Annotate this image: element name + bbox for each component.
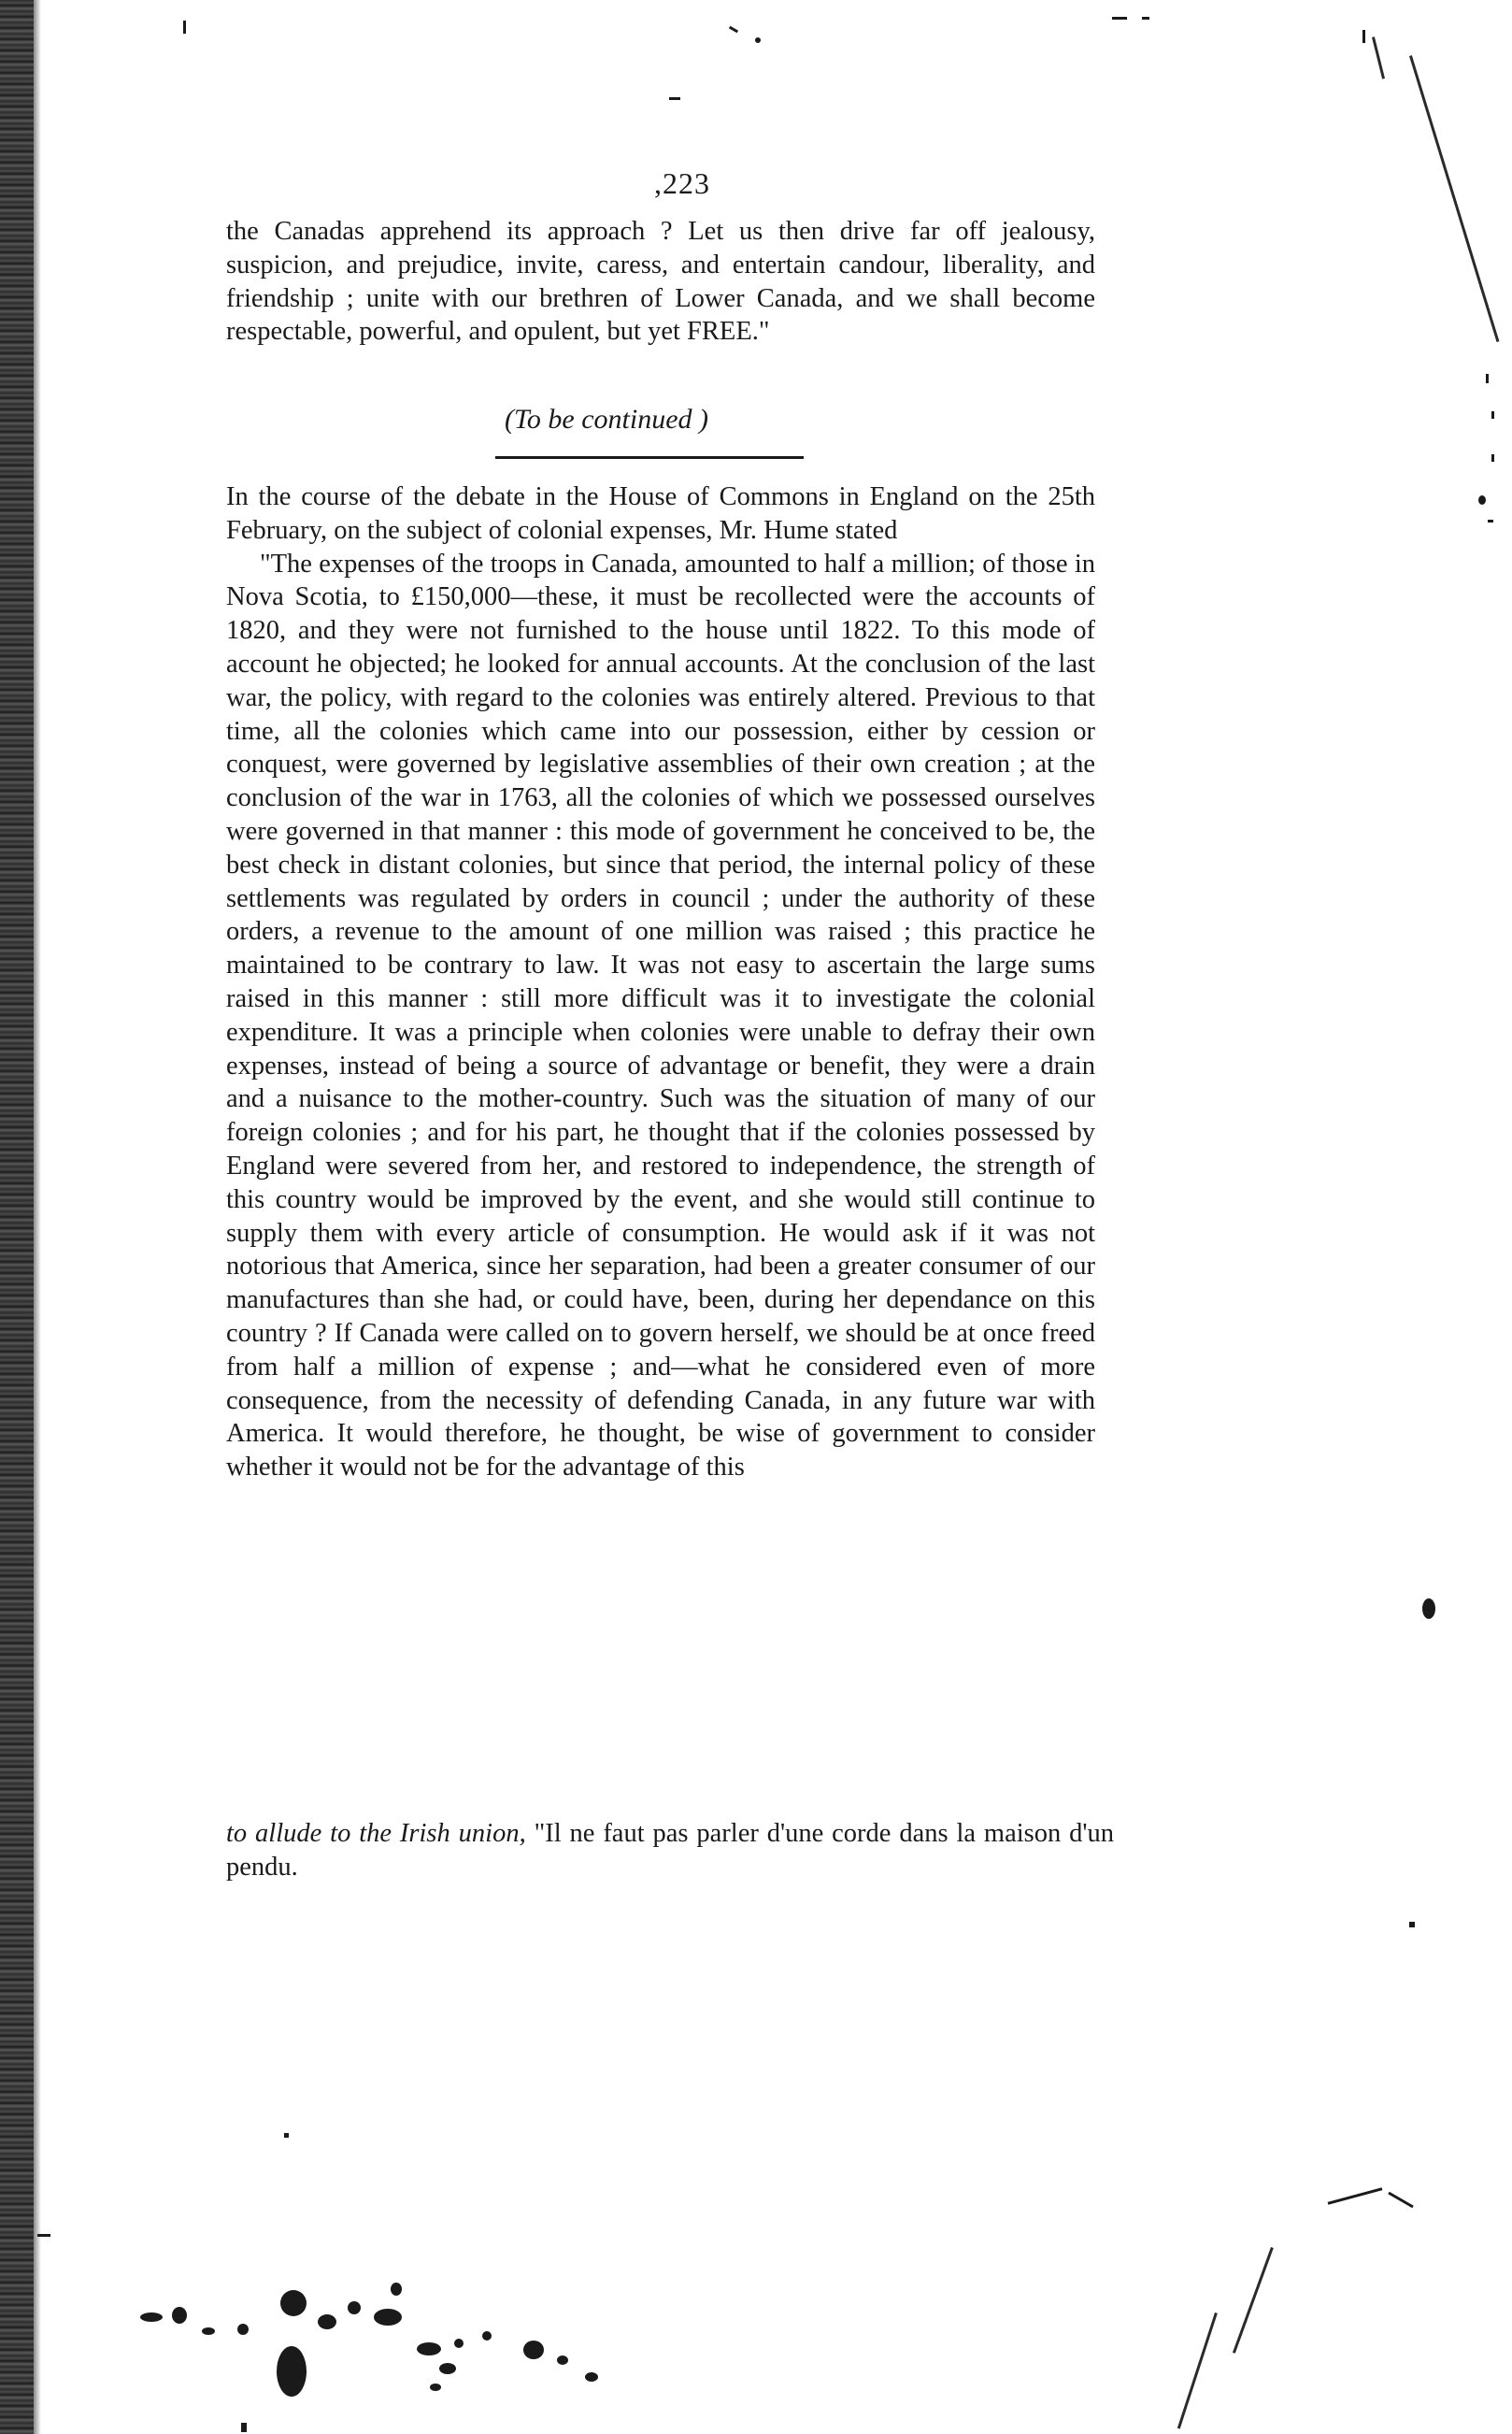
scan-speck xyxy=(1491,454,1494,462)
ink-smudge xyxy=(318,2314,336,2329)
footnote xyxy=(226,1817,1114,1884)
ink-smudge xyxy=(557,2355,568,2365)
scan-speck xyxy=(183,21,186,34)
scan-speck xyxy=(1488,520,1493,523)
ink-smudge xyxy=(348,2301,361,2314)
scan-speck xyxy=(729,26,738,34)
ink-smudge xyxy=(237,2324,249,2335)
quote-ending-text: the Canadas apprehend its approach ? Let us then drive far off jealousy, suspicion, and prejudice, invite, caress, and entertain candour, liberality, and friendship ; unite with our brethren of Lower Canada, and we shall become respectable, powerful, and opulent, but yet FREE." xyxy=(226,217,1095,347)
footnote-text: "Il ne faut pas parler d'une corde dans la maison d'un pendu. xyxy=(226,1819,1114,1882)
scan-speck xyxy=(1112,17,1127,20)
ink-smudge xyxy=(523,2341,544,2359)
scan-speck xyxy=(1409,1922,1415,1927)
scan-speck xyxy=(1388,2192,1413,2209)
footnote-italic-text: to allude to the Irish union, xyxy=(226,1819,526,1848)
ink-smudge xyxy=(430,2384,441,2391)
scan-margin-stroke xyxy=(1372,36,1385,79)
scan-speck xyxy=(241,2423,247,2432)
scan-speck xyxy=(37,2234,50,2237)
ink-blot xyxy=(1422,1598,1435,1619)
debate-intro-paragraph: In the course of the debate in the House of Commons in England on the 25th February, on the subject of colonial expenses, Mr. Hume stated xyxy=(226,482,1095,545)
book-binding-edge xyxy=(0,0,34,2434)
ink-smudge xyxy=(202,2327,215,2335)
scan-speck xyxy=(1328,2187,1383,2204)
scan-speck xyxy=(1478,495,1486,505)
ink-smudge xyxy=(454,2339,464,2348)
scan-speck xyxy=(1362,30,1365,43)
ink-smudge xyxy=(277,2346,307,2397)
scan-speck xyxy=(1491,411,1494,419)
scan-speck xyxy=(1486,374,1489,383)
binding-shadow xyxy=(34,0,41,2434)
ink-smudge xyxy=(280,2290,307,2316)
scan-margin-stroke xyxy=(1177,2312,1218,2429)
section-divider-rule xyxy=(495,456,804,459)
quote-ending-paragraph xyxy=(226,215,1095,349)
scan-margin-stroke xyxy=(1233,2247,1274,2354)
debate-article xyxy=(226,480,1095,1484)
footnote-paragraph xyxy=(226,1817,1114,1884)
page-number: ,223 xyxy=(654,166,710,200)
to-be-continued-note: (To be continued ) xyxy=(505,404,709,435)
ink-smudge xyxy=(172,2307,187,2324)
scan-speck xyxy=(669,97,680,100)
ink-smudge xyxy=(585,2372,598,2382)
ink-smudge xyxy=(482,2331,492,2341)
ink-smudge xyxy=(439,2363,456,2374)
scan-margin-stroke xyxy=(1409,55,1499,342)
ink-smudge xyxy=(140,2312,163,2322)
hume-quote-paragraph: "The expenses of the troops in Canada, amounted to half a million; of those in Nova Scotia, to £150,000—these, it must be recollected were the accounts of 1820, and they were not furnished to the house until 1822. To this mode of account he objected; he looked for annual accounts. At the conclusion of the last war, the policy, with regard to the colonies was entirely altered. Previous to that time, all the colonies which came into our possession, either by cession or conquest, were governed by legislative assemblies of their own creation ; at the conclusion of the war in 1763, all the colonies of which we possessed ourselves were governed in that manner : this mode of government he conceived to be, the best check in distant colonies, but since that period, the internal policy of these settlements was regulated by orders in council ; under the authority of these orders, a revenue to the amount of one million was raised ; this practice he maintained to be contrary to law. It was not easy to ascertain the large sums raised in this manner : still more difficult was it to investigate the colonial expenditure. It was a principle when colonies were unable to defray their own expenses, instead of being a source of advantage or benefit, they were a drain and a nuisance to the mother-country. Such was the situation of many of our foreign colonies ; and for his part, he thought that if the colonies possessed by England were severed from her, and restored to independence, the strength of this country would be improved by the event, and she would still continue to supply them with every article of consumption. He would ask if it was not notorious that America, since her separation, had been a greater consumer of our manufactures than she had, or could have, been, during her dependance on this country ? If Canada were called on to govern herself, we should be at once freed from half a million of expense ; and—what he considered even of more consequence, from the necessity of defending Canada, in any future war with America. It would therefore, he thought, be wise of government to consider whether it would not be for the advantage of this xyxy=(226,549,1095,1482)
scan-speck xyxy=(755,37,761,43)
ink-smudge xyxy=(417,2342,441,2355)
scan-speck xyxy=(284,2133,289,2138)
ink-smudge xyxy=(374,2309,402,2326)
scan-speck xyxy=(1142,17,1149,20)
ink-smudge xyxy=(391,2283,402,2296)
